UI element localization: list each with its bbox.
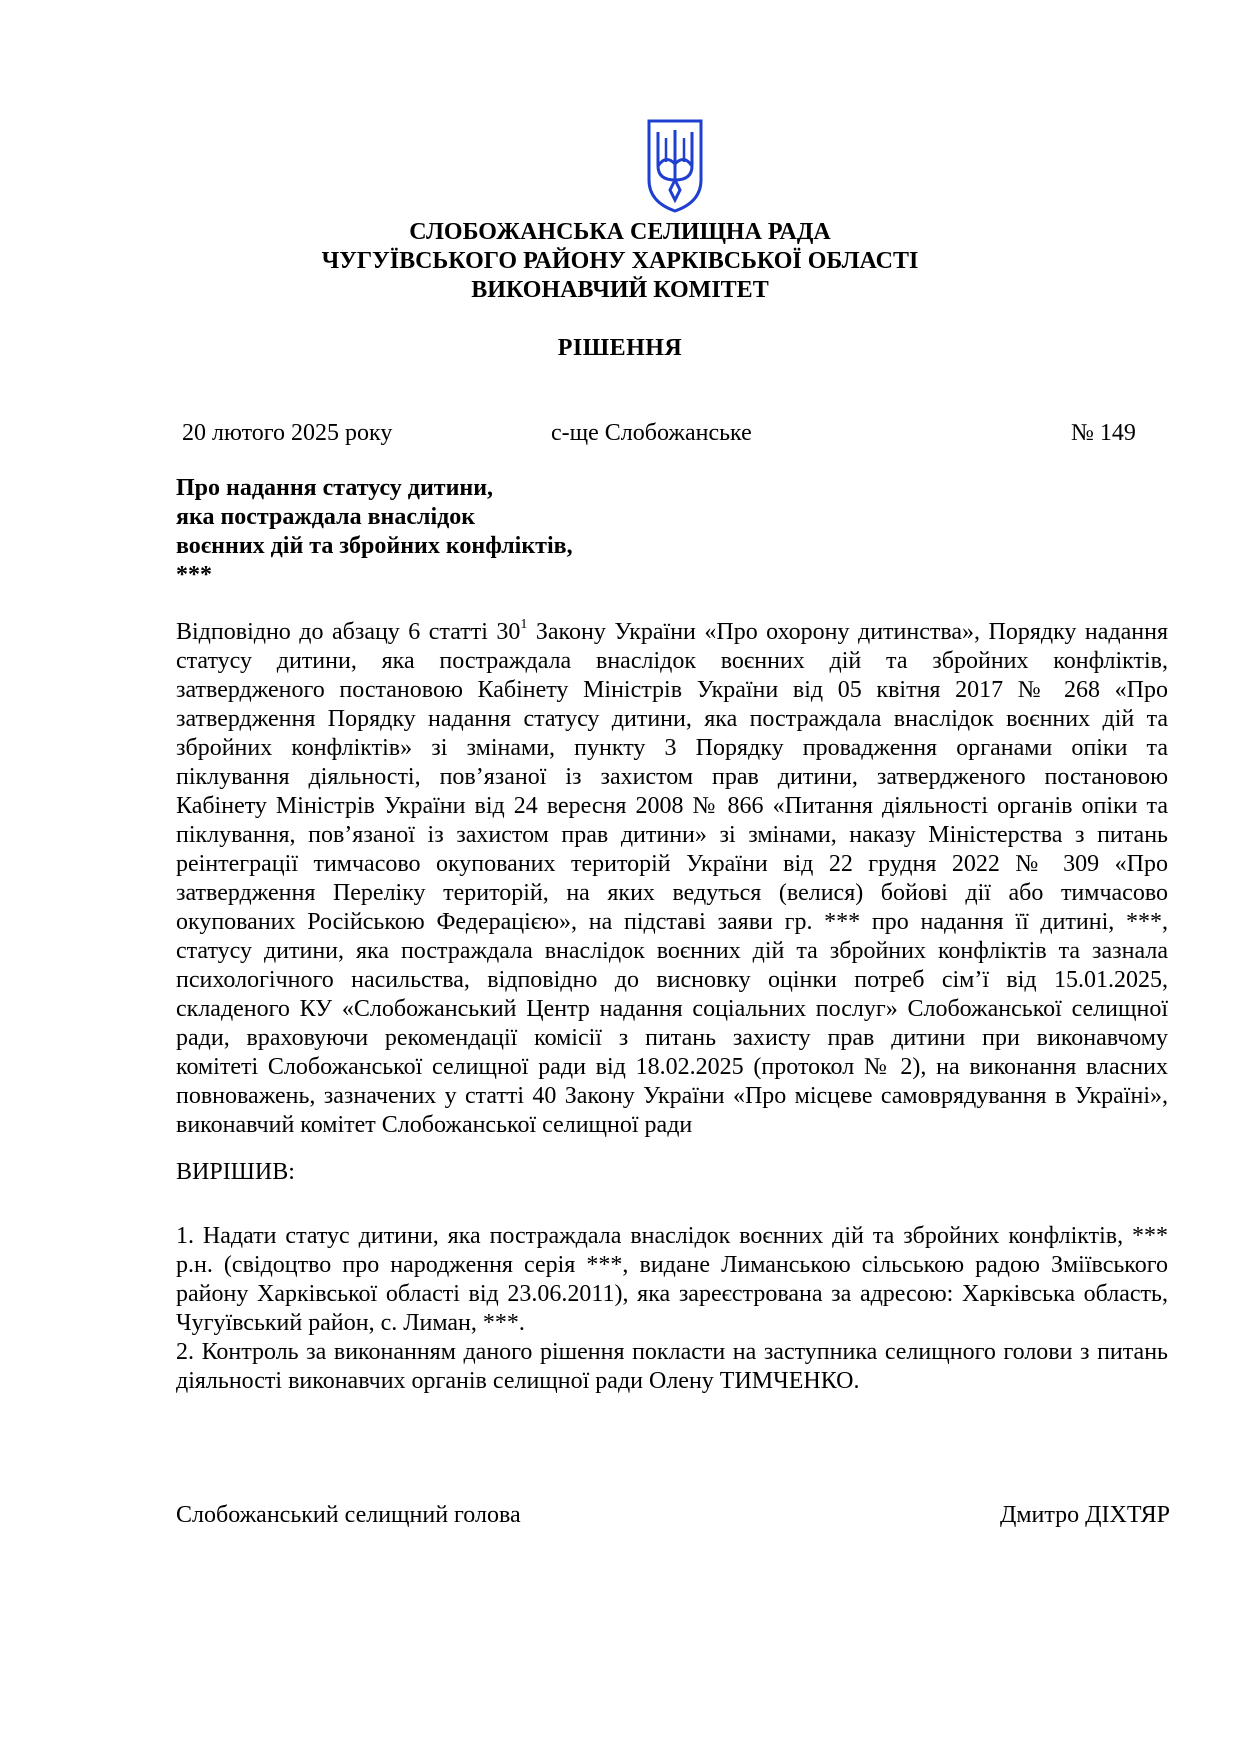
decision-line: р.н. (свідоцтво про народження серія ***, видане Лиманською сільською радою Зміївського (176, 1252, 1168, 1278)
document-date: 20 лютого 2025 року (182, 420, 393, 446)
document-number: № 149 (1071, 420, 1136, 446)
preamble-line: психологічного насильства, відповідно до висновку оцінки потреб сім’ї від 15.01.2025, (176, 967, 1168, 993)
preamble-line: затвердження Порядку надання статусу дитини, яка постраждала внаслідок воєнних дій та (176, 706, 1168, 732)
subject-line: воєнних дій та збройних конфліктів, (176, 533, 573, 559)
ukraine-coat-of-arms-icon (646, 118, 704, 214)
preamble-line: комітеті Слобожанської селищної ради від 18.02.2025 (протокол № 2), на виконання власних (176, 1054, 1168, 1080)
subject-line: *** (176, 562, 212, 588)
preamble-line: ради, враховуючи рекомендації комісії з питань захисту прав дитини при виконавчому (176, 1025, 1168, 1051)
decided-heading: ВИРІШИВ: (176, 1159, 295, 1185)
subject-line: Про надання статусу дитини, (176, 475, 494, 501)
preamble-paragraph (176, 618, 1168, 1140)
decision-line: 1. Надати статус дитини, яка постраждала внаслідок воєнних дій та збройних конфліктів, *** (176, 1223, 1168, 1249)
committee-name: ВИКОНАВЧИЙ КОМІТЕТ (471, 277, 769, 303)
preamble-line: затвердження Переліку територій, на яких ведуться (велися) бойові дії або тимчасово (176, 880, 1168, 906)
document-place: с-ще Слобожанське (551, 420, 752, 446)
decision-line: Чугуївський район, с. Лиман, ***. (176, 1310, 525, 1336)
subject-block (176, 474, 573, 590)
preamble-line: піклування, пов’язаної із захистом прав дитини» зі змінами, наказу Міністерства з питань (176, 822, 1168, 848)
decision-line: 2. Контроль за виконанням даного рішення покласти на заступника селищного голови з питань (176, 1339, 1168, 1365)
decision-line: діяльності виконавчих органів селищної ради Олену ТИМЧЕНКО. (176, 1368, 860, 1394)
subject-line: яка постраждала внаслідок (176, 504, 476, 530)
document-type: РІШЕННЯ (557, 335, 683, 361)
preamble-line: статусу дитини, яка постраждала внаслідок воєнних дій та збройних конфліктів, (176, 648, 1168, 674)
preamble-line: статусу дитини, яка постраждала внаслідок воєнних дій та збройних конфліктів та зазнала (176, 938, 1168, 964)
preamble-line: затвердженого постановою Кабінету Міністрів України від 05 квітня 2017 № 268 «Про (176, 677, 1168, 703)
preamble-line: повноважень, зазначених у статті 40 Закону України «Про місцеве самоврядування в Україні», (176, 1083, 1168, 1109)
preamble-line: виконавчий комітет Слобожанської селищної ради (176, 1112, 693, 1138)
preamble-line: складеного КУ «Слобожанський Центр надання соціальних послуг» Слобожанської селищної (176, 996, 1168, 1022)
preamble-line: реінтеграції тимчасово окупованих територій України від 22 грудня 2022 № 309 «Про (176, 851, 1168, 877)
district-name: ЧУГУЇВСЬКОГО РАЙОНУ ХАРКІВСЬКОЇ ОБЛАСТІ (321, 248, 919, 274)
preamble-line: окупованих Російською Федерацією», на підставі заяви гр. *** про надання її дитині, ***, (176, 909, 1168, 935)
decision-line: району Харківської області від 23.06.2011), яка зареєстрована за адресою: Харківська область, (176, 1281, 1168, 1307)
council-name: СЛОБОЖАНСЬКА СЕЛИЩНА РАДА (409, 219, 831, 245)
superscript: 1 (520, 617, 528, 632)
signatory-position: Слобожанський селищний голова (176, 1502, 521, 1528)
preamble-line: Відповідно до абзацу 6 статті $30^1$ Закону України «Про охорону дитинства», Порядку надання (176, 617, 1169, 645)
preamble-line: піклування діяльності, пов’язаної із захистом прав дитини, затвердженого постановою (176, 764, 1168, 790)
preamble-line: збройних конфліктів» зі змінами, пункту 3 Порядку провадження органами опіки та (176, 735, 1168, 761)
signatory-name: Дмитро ДІХТЯР (1000, 1502, 1170, 1528)
decision-items (176, 1222, 1168, 1396)
preamble-line: Кабінету Міністрів України від 24 вересня 2008 № 866 «Питання діяльності органів опіки та (176, 793, 1168, 819)
